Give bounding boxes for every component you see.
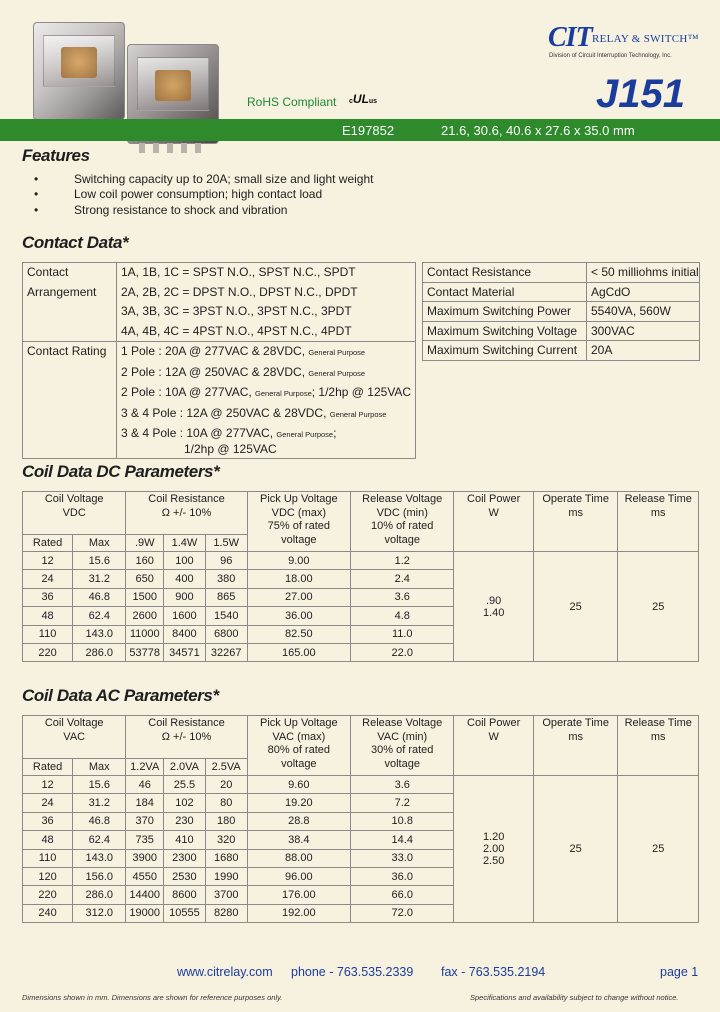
sub-header: 2.5VA — [205, 759, 247, 776]
header-coil-voltage: Coil Voltage VDC — [23, 492, 126, 535]
header-operate-time: Operate Time ms — [533, 716, 618, 776]
sub-header: Rated — [23, 759, 73, 776]
part-number: J151 — [596, 72, 685, 116]
table-row: 36 46.8 370 230 180 28.8 10.8 — [23, 812, 699, 830]
operate-time-value: 25 — [533, 552, 618, 662]
spec-row: Contact Resistance < 50 milliohms initial — [423, 263, 700, 283]
sub-header: Rated — [23, 535, 73, 552]
release-time-value: 25 — [618, 776, 699, 923]
arrangement-values: 1A, 1B, 1C = SPST N.O., SPST N.C., SPDT 2A, 2B, 2C = DPST N.O., DPST N.C., DPDT 3A, 3B, 3C = 3PST N.O., 3PST N.C., 3PDT 4A, 4B, 4C = 4PST N.O., 4PST N.C., 4PDT — [117, 263, 416, 342]
contact-arrangement-table — [22, 262, 416, 459]
table-row: 120 156.0 4550 2530 1990 96.00 36.0 — [23, 867, 699, 885]
website-link[interactable]: www.citrelay.com — [177, 965, 273, 979]
sub-header: 1.4W — [164, 535, 206, 552]
table-row: 220 286.0 53778 34571 32267 165.00 22.0 — [23, 643, 699, 661]
table-row: 110 143.0 11000 8400 6800 82.50 11.0 — [23, 625, 699, 643]
dimensions: 21.6, 30.6, 40.6 x 27.6 x 35.0 mm — [441, 123, 635, 138]
sub-header: Max — [73, 759, 126, 776]
contact-data-title: Contact Data* — [22, 233, 129, 252]
table-row: 240 312.0 19000 10555 8280 192.00 72.0 — [23, 904, 699, 922]
header-release-time: Release Time ms — [618, 716, 699, 776]
phone-number: phone - 763.535.2339 — [291, 965, 414, 979]
file-number: E197852 — [342, 123, 395, 138]
sub-header: Max — [73, 535, 126, 552]
table-row: 12 15.6 46 25.5 20 9.60 3.6 1.20 2.00 2.50 25 25 — [23, 776, 699, 794]
header-pickup-voltage: Pick Up Voltage VDC (max) 75% of rated voltage — [247, 492, 350, 552]
page-number: page 1 — [660, 965, 699, 979]
feature-text: Strong resistance to shock and vibration — [74, 203, 288, 217]
fax-number: fax - 763.535.2194 — [441, 965, 546, 979]
table-row: 220 286.0 14400 8600 3700 176.00 66.0 — [23, 886, 699, 904]
brand-logo: CIT — [548, 22, 592, 53]
brand-tagline: RELAY & SWITCH™ — [592, 33, 699, 45]
header-release-time: Release Time ms — [618, 492, 699, 552]
relay-photo-clear — [33, 22, 125, 120]
header-release-voltage: Release Voltage VAC (min) 30% of rated voltage — [351, 716, 454, 776]
header-operate-time: Operate Time ms — [533, 492, 618, 552]
spec-row: Contact Material AgCdO — [423, 282, 700, 302]
bullet: • — [34, 187, 39, 201]
bullet: • — [34, 203, 39, 217]
table-row: 36 46.8 1500 900 865 27.00 3.6 — [23, 588, 699, 606]
table-row: 24 31.2 650 400 380 18.00 2.4 — [23, 570, 699, 588]
ul-us: us — [368, 98, 378, 105]
coil-ac-title: Coil Data AC Parameters* — [22, 686, 219, 705]
rating-label: Contact Rating — [23, 342, 117, 459]
sub-header: .9W — [126, 535, 164, 552]
specifications-note: Specifications and availability subject to change without notice. — [470, 993, 679, 1002]
coil-ac-table — [22, 715, 699, 923]
feature-text: Switching capacity up to 20A; small size and light weight — [74, 172, 374, 186]
sub-header: 1.5W — [205, 535, 247, 552]
dimensions-note: Dimensions shown in mm. Dimensions are shown for reference purposes only. — [22, 993, 283, 1002]
arrangement-label: Contact Arrangement — [23, 263, 117, 342]
bullet: • — [34, 172, 39, 186]
table-row: 48 62.4 735 410 320 38.4 14.4 — [23, 831, 699, 849]
ul-c: c — [349, 98, 353, 105]
contact-specs-table — [422, 262, 700, 361]
rohs-label: RoHS Compliant — [247, 95, 337, 109]
table-row: 48 62.4 2600 1600 1540 36.00 4.8 — [23, 607, 699, 625]
features-title: Features — [22, 146, 90, 165]
header-bar — [0, 119, 720, 141]
header-pickup-voltage: Pick Up Voltage VAC (max) 80% of rated voltage — [247, 716, 350, 776]
brand-division: Division of Circuit Interruption Technology, Inc. — [549, 53, 672, 59]
table-row: 12 15.6 160 100 96 9.00 1.2 .90 1.40 25 25 — [23, 552, 699, 570]
sub-header: 1.2VA — [126, 759, 164, 776]
ul-certification-mark — [349, 92, 377, 106]
table-row: 24 31.2 184 102 80 19.20 7.2 — [23, 794, 699, 812]
feature-text: Low coil power consumption; high contact load — [74, 187, 323, 201]
coil-dc-table — [22, 491, 699, 662]
ul-main: UL — [352, 92, 369, 106]
header-coil-resistance: Coil Resistance Ω +/- 10% — [126, 716, 247, 759]
operate-time-value: 25 — [533, 776, 618, 923]
rating-values: 1 Pole : 20A @ 277VAC & 28VDC, General Purpose 2 Pole : 12A @ 250VAC & 28VDC, General Purpose 2 Pole : 10A @ 277VAC, General Purpose; 1/2hp @ 125VAC 3 & 4 Pole : 12A @ 250VAC & 28VDC, General Purpose 3 & 4 Pole : 10A @ 277VAC, General Purpose; 1/2hp @ 125VAC — [117, 342, 416, 459]
header-coil-power: Coil Power W — [454, 492, 533, 552]
spec-row: Maximum Switching Voltage 300VAC — [423, 321, 700, 341]
table-row: 110 143.0 3900 2300 1680 88.00 33.0 — [23, 849, 699, 867]
coil-dc-title: Coil Data DC Parameters* — [22, 462, 220, 481]
spec-row: Maximum Switching Power 5540VA, 560W — [423, 302, 700, 322]
coil-power-values: .90 1.40 — [454, 552, 533, 662]
coil-power-values: 1.20 2.00 2.50 — [454, 776, 533, 923]
release-time-value: 25 — [618, 552, 699, 662]
spec-row: Maximum Switching Current 20A — [423, 341, 700, 361]
header-release-voltage: Release Voltage VDC (min) 10% of rated voltage — [351, 492, 454, 552]
header-coil-power: Coil Power W — [454, 716, 533, 776]
sub-header: 2.0VA — [164, 759, 206, 776]
header-coil-voltage: Coil Voltage VAC — [23, 716, 126, 759]
header-coil-resistance: Coil Resistance Ω +/- 10% — [126, 492, 247, 535]
